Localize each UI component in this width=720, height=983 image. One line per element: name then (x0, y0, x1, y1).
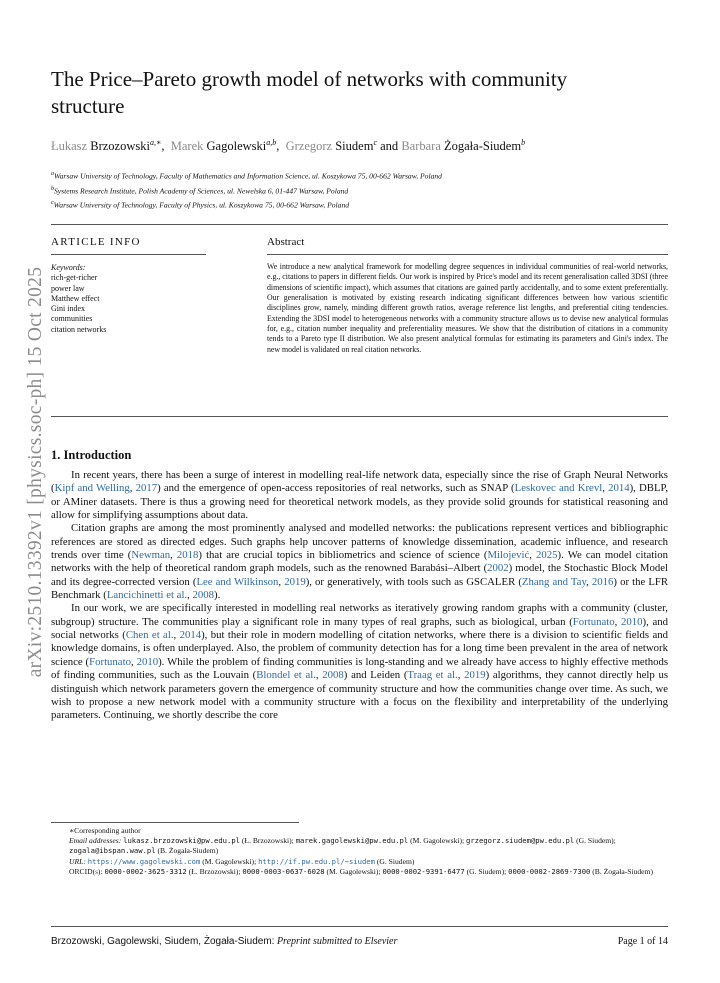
citation-link[interactable]: Chen et al. (125, 629, 174, 642)
citation-link[interactable]: Blondel et al. (256, 669, 316, 682)
keyword: rich-get-richer (51, 273, 98, 283)
author: Barbara Żogała-Siudem$^b$ (401, 138, 526, 154)
email-addresses: Email addresses: lukasz.brzozowski@pw.edu.pl (Ł. Brzozowski); marek.gagolewski@pw.edu.pl (M. Gagolewski); grzegorz.siudem@pw.edu.pl (G. Siudem); zogala@ibspan.waw.pl (B. Żogała-Siudem) (69, 836, 616, 856)
email-link[interactable]: zogala@ibspan.waw.pl (69, 846, 156, 856)
abstract-rule (267, 254, 668, 255)
text-run: , (602, 482, 609, 495)
url-link[interactable]: http://if.pw.edu.pl/~siudem (258, 856, 375, 866)
body-text (51, 469, 668, 723)
text-run: , (187, 589, 193, 602)
affiliation: $^a$Warsaw University of Technology, Faculty of Mathematics and Information Science, ul. Koszykowa 75, 00-662 Warsaw, Poland (51, 171, 442, 181)
text-run: , (315, 669, 323, 682)
citation-link[interactable]: 2019 (284, 575, 306, 588)
section-heading: 1. Introduction (51, 448, 132, 462)
text-run: ) or the LFR Benchmark ( (51, 575, 669, 602)
paragraph (51, 602, 668, 722)
text-run: , (170, 549, 177, 562)
citation-link[interactable]: Milojević (487, 549, 530, 562)
citation-link[interactable]: Newman (131, 549, 171, 562)
text-run: In recent years, there has been a surge of interest in modelling real-life network data, especially since the rise of Graph Neural Networks ( (51, 469, 668, 495)
citation-link[interactable]: 2017 (135, 482, 158, 495)
text-run: ), or generatively, with tools such as GSCALER ( (305, 575, 522, 588)
abstract-text: We introduce a new analytical framework for modelling degree sequences in individual communities of real-world networks, e.g., citations to papers in different fields. Our work is inspired by Price's model and its recent generalisation called 3DSI (three dimensions of scientific impact), which assumes that citations are gained partly accidentally, and to some extent preferentially. Our generalisation is motivated by existing research indicating significant differences between how various scientific disciplines grow, namely, minding different growth ratios, average reference list lengths, and preferential citing tendencies. Extending the 3DSI model to heterogeneous networks with a community structure allows us to devise new analytical formulas for, e.g., citation number inequality and preferentiality measures. We show that the distribution of citations in a community tends to a Pareto type II distribution. We also present analytical formulas for estimating its parameters and Gini's index. The new model is validated on real citation networks. (267, 262, 668, 354)
citation-link[interactable]: Leskovec and Krevl (514, 482, 603, 495)
text-run: ) and Leiden ( (343, 669, 408, 682)
urls: URL: https://www.gagolewski.com (M. Gagolewski); http://if.pw.edu.pl/~siudem (G. Siudem) (69, 856, 415, 866)
keyword: Matthew effect (51, 293, 100, 303)
author: Grzegorz Siudem$^c$ (285, 138, 377, 154)
text-run: ). While the problem of finding communities is long-standing and we already have access to highly effective methods of finding communities, such as the Louvain ( (51, 655, 669, 682)
text-run: ), but their role in modern modelling of citation networks, where there is a division to scientific fields and knowledge domains, is often underplayed. Also, the problem of community detection has for a long time been prevalent in the area of network science ( (51, 629, 668, 668)
arxiv-id: arXiv:2510.13392v1 [physics.soc-ph] 15 Oct 2025 (25, 266, 46, 678)
text-run: ) model, the Stochastic Block Model and its degree-corrected version ( (51, 562, 669, 588)
abstract-divider (51, 416, 668, 417)
citation-link[interactable]: Fortunato (89, 655, 131, 668)
affiliation: $^b$Systems Research Institute, Polish Academy of Sciences, ul. Newelska 6, 01-447 Warsaw, Poland (51, 185, 349, 196)
text-run: , (129, 482, 136, 495)
citation-link[interactable]: 2010 (136, 655, 159, 668)
citation-link[interactable]: Zhang and Tay (521, 575, 587, 588)
affiliation: $^c$Warsaw University of Technology, Faculty of Physics, ul. Koszykowa 75, 00-662 Warsaw, Poland (51, 200, 350, 210)
citation-link[interactable]: Traag et al. (407, 669, 458, 682)
text-run: ) that are crucial topics in bibliometrics and science of science ( (198, 549, 488, 562)
text-run: ) algorithms, they cannot directly help us distinguish which network parameters govern the emergence of community structure and how the communities change over time. As such, we wish to propose a new network model with a community structure with a focus on the flexibility and interpretability of the underlying parameters. Continuing, we shortly describe the core (51, 669, 669, 722)
keywords (51, 263, 106, 335)
citation-link[interactable]: 2002 (487, 562, 509, 575)
affiliations (51, 168, 442, 212)
text-run: ). (214, 589, 221, 602)
article-info-rule (51, 254, 206, 255)
citation-link[interactable]: Fortunato (572, 615, 615, 628)
page-number: Page 1 of 14 (617, 936, 668, 947)
text-run: ), and social networks ( (51, 615, 668, 642)
text-run: , (173, 629, 180, 642)
text-run: , (457, 669, 465, 682)
orcid-id[interactable]: 0000-0002-2869-7300 (508, 866, 591, 876)
author: Łukasz Brzozowski$^{a,∗}$ (51, 138, 162, 154)
keyword: Gini index (51, 304, 85, 314)
footnote-rule (51, 822, 299, 823)
citation-link[interactable]: 2008 (192, 589, 214, 602)
text-run: ). We can model citation networks with the help of theoretical random graph models, such as the renowned Barabási–Albert ( (51, 549, 669, 575)
citation-link[interactable]: Lancichinetti et al. (106, 589, 188, 602)
citation-link[interactable]: Kipf and Welling (54, 482, 130, 495)
citation-link[interactable]: 2014 (179, 629, 202, 642)
authors-and: and (380, 139, 399, 154)
abstract-heading: Abstract (267, 236, 305, 248)
email-link[interactable]: lukasz.brzozowski@pw.edu.pl (123, 836, 240, 846)
text-run: ) and the emergence of open-access repositories of real networks, such as SNAP ( (157, 482, 515, 495)
header-divider (51, 224, 668, 225)
citation-link[interactable]: 2008 (322, 669, 344, 682)
citation-link[interactable]: 2025 (536, 549, 558, 562)
arxiv-sidebar (16, 232, 56, 712)
paragraph (51, 469, 668, 522)
footnotes (51, 826, 668, 877)
footer-left: Brzozowski, Gagolewski, Siudem, Żogała-Siudem: Preprint submitted to Elsevier (51, 936, 398, 947)
text-run: In our work, we are specifically interested in modelling real networks as iteratively growing random graphs with a community (cluster, subgroup) structure. The communities play a significant role in many types of real graphs, such as biological, urban ( (51, 602, 668, 628)
citation-link[interactable]: 2014 (608, 482, 630, 495)
orcids: ORCID(s): 0000-0002-3625-3312 (Ł. Brzozowski); 0000-0003-0637-6028 (M. Gagolewski); 0000-0002-9391-6477 (G. Siudem); 0000-0002-2869-7300 (B. Żogała-Siudem) (69, 866, 653, 876)
keyword: power law (51, 283, 85, 293)
email-link[interactable]: grzegorz.siudem@pw.edu.pl (466, 836, 575, 846)
text-run: , (586, 575, 592, 588)
text-run: ), DBLP, or AMiner datasets. There is thus a growing need for theoretical network models, as they provide solid grounds for statistical reasoning and allow for simplifying assumptions about data. (51, 482, 669, 522)
orcid-id[interactable]: 0000-0002-3625-3312 (104, 866, 187, 876)
paragraph (51, 522, 668, 602)
text-run: , (278, 575, 285, 588)
article-info-heading: ARTICLE INFO (51, 236, 141, 248)
citation-link[interactable]: 2019 (464, 669, 486, 682)
citation-link[interactable]: 2010 (621, 615, 643, 628)
citation-link[interactable]: 2018 (176, 549, 199, 562)
text-run: , (529, 549, 537, 562)
url-link[interactable]: https://www.gagolewski.com (87, 856, 201, 866)
citation-link[interactable]: 2016 (591, 575, 614, 588)
email-link[interactable]: marek.gagolewski@pw.edu.pl (295, 836, 409, 846)
keyword: citation networks (51, 324, 107, 334)
corresponding-author-note: ∗Corresponding author (69, 826, 141, 835)
orcid-id[interactable]: 0000-0002-9391-6477 (382, 866, 465, 876)
author-list: Łukasz Brzozowski$^{a,∗}$, Marek Gagolewski$^{a,b}$, Grzegorz Siudem$^c$ and Barbara Żogała-Siudem$^b$ (51, 138, 526, 154)
author: Marek Gagolewski$^{a,b}$ (170, 138, 277, 154)
text-run: , (130, 655, 137, 668)
citation-link[interactable]: Lee and Wilkinson (196, 575, 279, 588)
text-run: Citation graphs are among the most prominently analysed and modelled networks: the publications represent vertices and bibliographic references are stored as directed edges. Such graphs help uncover patterns of knowledge dissemination, academic influence, and research trends over time ( (51, 522, 668, 562)
keyword: communities (51, 314, 93, 324)
text-run: , (614, 615, 621, 628)
keywords-label: Keywords: (51, 263, 86, 272)
footer-rule (51, 926, 668, 927)
orcid-id[interactable]: 0000-0003-0637-6028 (242, 866, 325, 876)
paper-title: The Price–Pareto growth model of networks with community structure (51, 67, 568, 118)
